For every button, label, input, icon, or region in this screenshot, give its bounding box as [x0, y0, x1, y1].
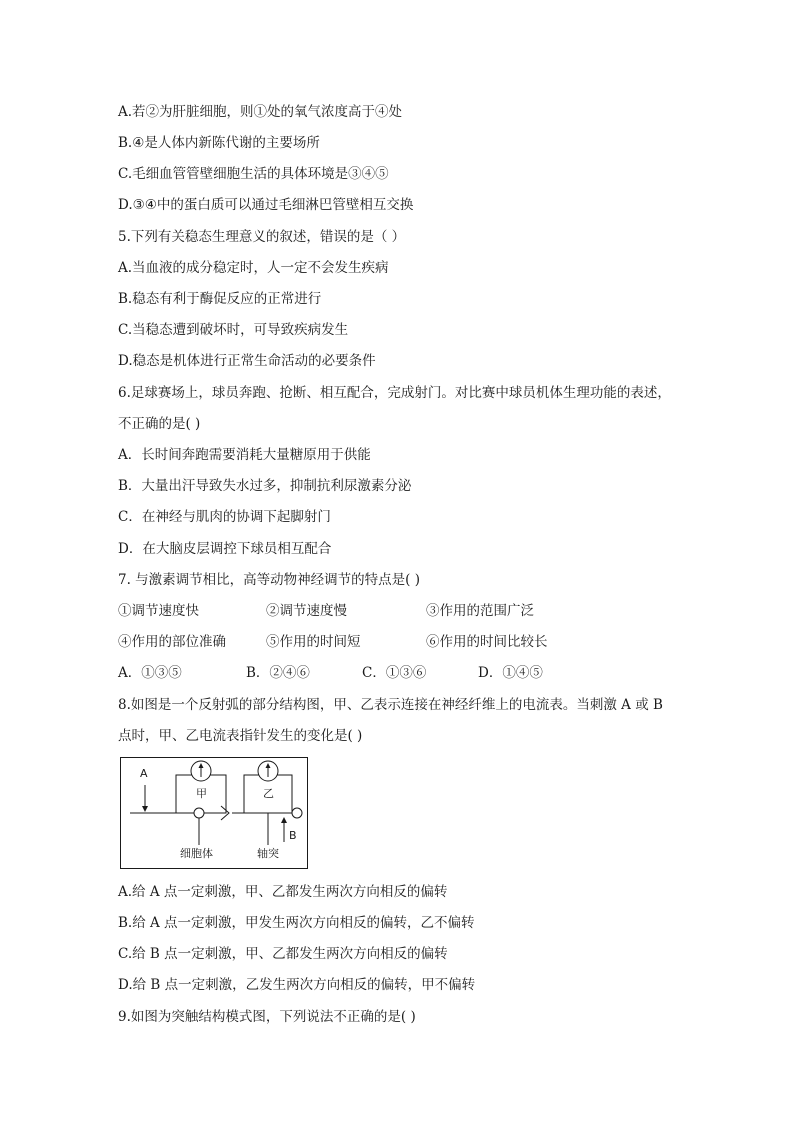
- question-6-stem-line1: 6.足球赛场上，球员奔跑、抢断、相互配合，完成射门。对比赛中球员机体生理功能的表述，: [118, 385, 671, 401]
- stimulus-a-arrowhead: [142, 806, 148, 812]
- label-b: B: [289, 829, 297, 842]
- question-5-stem: 5.下列有关稳态生理意义的叙述，错误的是（ ）: [118, 229, 406, 245]
- option-4a: A.若②为肝脏细胞，则①处的氧气浓度高于④处: [118, 104, 403, 120]
- q7-choice-a: A．①③⑤: [118, 665, 182, 681]
- cell-body-circle: [194, 808, 204, 818]
- reflex-arc-diagram: [120, 757, 308, 869]
- option-4d: D.③④中的蛋白质可以通过毛细淋巴管壁相互交换: [118, 197, 414, 213]
- option-8a: A.给 A 点一定刺激，甲、乙都发生两次方向相反的偏转: [118, 884, 448, 900]
- q7-choice-c: C．①③⑥: [362, 665, 427, 681]
- q7-item-6: ⑥作用的时间比较长: [426, 634, 548, 650]
- q7-choice-b: B．②④⑥: [246, 665, 310, 681]
- option-8b: B.给 A 点一定刺激，甲发生两次方向相反的偏转，乙不偏转: [118, 915, 475, 931]
- q7-item-3: ③作用的范围广泛: [426, 603, 534, 619]
- question-8-stem-line2: 点时，甲、乙电流表指针发生的变化是( ): [118, 728, 363, 744]
- option-5d: D.稳态是机体进行正常生命活动的必要条件: [118, 353, 376, 369]
- q7-item-4: ④作用的部位准确: [118, 634, 226, 650]
- stimulus-b-arrowhead: [281, 817, 287, 823]
- option-8d: D.给 B 点一定刺激，乙发生两次方向相反的偏转，甲不偏转: [118, 977, 476, 993]
- option-6a: A．长时间奔跑需要消耗大量糖原用于供能: [118, 447, 371, 463]
- option-8c: C.给 B 点一定刺激，甲、乙都发生两次方向相反的偏转: [118, 946, 448, 962]
- label-a: A: [140, 767, 148, 780]
- option-6c: C．在神经与肌肉的协调下起脚射门: [118, 509, 331, 525]
- label-jia: 甲: [196, 787, 207, 800]
- option-5b: B.稳态有利于酶促反应的正常进行: [118, 291, 322, 307]
- label-yi: 乙: [263, 787, 274, 800]
- option-6d: D．在大脑皮层调控下球员相互配合: [118, 541, 332, 557]
- question-9-stem: 9.如图为突触结构模式图，下列说法不正确的是( ): [118, 1009, 416, 1025]
- question-7-stem: 7. 与激素调节相比，高等动物神经调节的特点是( ): [118, 572, 420, 588]
- option-5a: A.当血液的成分稳定时，人一定不会发生疾病: [118, 260, 389, 276]
- option-4c: C.毛细血管管壁细胞生活的具体环境是③④⑤: [118, 166, 389, 182]
- label-axon: 轴突: [257, 847, 279, 860]
- option-5c: C.当稳态遭到破坏时，可导致疾病发生: [118, 322, 349, 338]
- q7-item-2: ②调节速度慢: [266, 603, 347, 619]
- option-6b: B．大量出汗导致失水过多，抑制抗利尿激素分泌: [118, 478, 412, 494]
- q7-choice-d: D．①④⑤: [478, 665, 543, 681]
- question-6-stem-line2: 不正确的是( ): [118, 416, 201, 432]
- label-cell-body: 细胞体: [180, 847, 213, 860]
- question-8-stem-line1: 8.如图是一个反射弧的部分结构图，甲、乙表示连接在神经纤维上的电流表。当刺激 A 或 B: [118, 697, 663, 713]
- q7-item-5: ⑤作用的时间短: [266, 634, 361, 650]
- q7-item-1: ①调节速度快: [118, 603, 199, 619]
- option-4b: B.④是人体内新陈代谢的主要场所: [118, 135, 320, 151]
- fiber-end-circle: [292, 808, 302, 818]
